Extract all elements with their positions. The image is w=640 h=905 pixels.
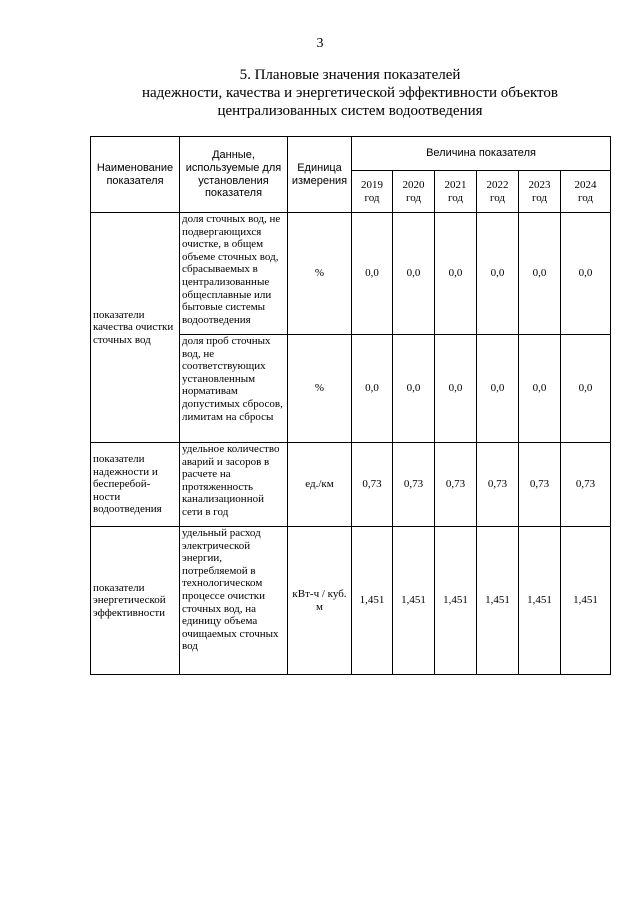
indicator-data: удельное количество аварий и засоров в расчете на протяженность канализационной сети в год bbox=[180, 443, 288, 527]
indicator-unit: % bbox=[288, 213, 352, 335]
header-year-2019: 2019 год bbox=[352, 171, 393, 213]
value-2020: 0,0 bbox=[393, 213, 435, 335]
header-name: Наименование показателя bbox=[91, 137, 180, 213]
value-2020: 0,73 bbox=[393, 443, 435, 527]
header-value-group: Величина показателя bbox=[352, 137, 611, 171]
value-2023: 0,0 bbox=[519, 335, 561, 443]
table-row bbox=[91, 213, 611, 335]
indicator-unit: ед./км bbox=[288, 443, 352, 527]
value-2024: 0,73 bbox=[561, 443, 611, 527]
value-2022: 0,73 bbox=[477, 443, 519, 527]
value-2024: 0,0 bbox=[561, 335, 611, 443]
value-2020: 1,451 bbox=[393, 527, 435, 675]
header-year-2020: 2020 год bbox=[393, 171, 435, 213]
title-line-2: надежности, качества и энергетической эффективности объектов bbox=[141, 85, 558, 101]
page-title bbox=[60, 66, 640, 120]
indicator-unit: кВт-ч / куб. м bbox=[288, 527, 352, 675]
value-2024: 0,0 bbox=[561, 213, 611, 335]
indicator-name: показатели надежности и бесперебой-ности водоотведения bbox=[91, 443, 180, 527]
value-2019: 0,0 bbox=[352, 335, 393, 443]
indicator-data: удельный расход электрической энергии, потребляемой в технологическом процессе очистки сточных вод, на единицу объема очищаемых сточных вод bbox=[180, 527, 288, 675]
table-row bbox=[91, 443, 611, 527]
value-2023: 0,73 bbox=[519, 443, 561, 527]
value-2021: 0,0 bbox=[435, 335, 477, 443]
value-2023: 0,0 bbox=[519, 213, 561, 335]
value-2022: 1,451 bbox=[477, 527, 519, 675]
indicators-table bbox=[90, 136, 611, 675]
header-year-2021: 2021 год bbox=[435, 171, 477, 213]
value-2021: 1,451 bbox=[435, 527, 477, 675]
table-row bbox=[91, 527, 611, 675]
header-year-2023: 2023 год bbox=[519, 171, 561, 213]
title-line-1: 5. Плановые значения показателей bbox=[239, 67, 461, 83]
value-2024: 1,451 bbox=[561, 527, 611, 675]
header-year-2024: 2024 год bbox=[561, 171, 611, 213]
indicator-data: доля проб сточных вод, не соответствующих установленным нормативам допустимых сбросов, лимитам на сбросы bbox=[180, 335, 288, 443]
value-2022: 0,0 bbox=[477, 213, 519, 335]
value-2019: 0,0 bbox=[352, 213, 393, 335]
value-2019: 1,451 bbox=[352, 527, 393, 675]
indicator-name: показатели энергетической эффективности bbox=[91, 527, 180, 675]
value-2020: 0,0 bbox=[393, 335, 435, 443]
header-year-2022: 2022 год bbox=[477, 171, 519, 213]
indicator-data: доля сточных вод, не подвергающихся очистке, в общем объеме сточных вод, сбрасываемых в централизованные общесплавные или бытовые системы водоотведения bbox=[180, 213, 288, 335]
indicator-name: показатели качества очистки сточных вод bbox=[91, 213, 180, 443]
value-2022: 0,0 bbox=[477, 335, 519, 443]
value-2023: 1,451 bbox=[519, 527, 561, 675]
indicator-unit: % bbox=[288, 335, 352, 443]
header-unit: Единица измерения bbox=[288, 137, 352, 213]
page-number: 3 bbox=[316, 36, 324, 51]
value-2019: 0,73 bbox=[352, 443, 393, 527]
value-2021: 0,73 bbox=[435, 443, 477, 527]
value-2021: 0,0 bbox=[435, 213, 477, 335]
header-data: Данные, используемые для установления показателя bbox=[180, 137, 288, 213]
title-line-3: централизованных систем водоотведения bbox=[217, 103, 483, 119]
